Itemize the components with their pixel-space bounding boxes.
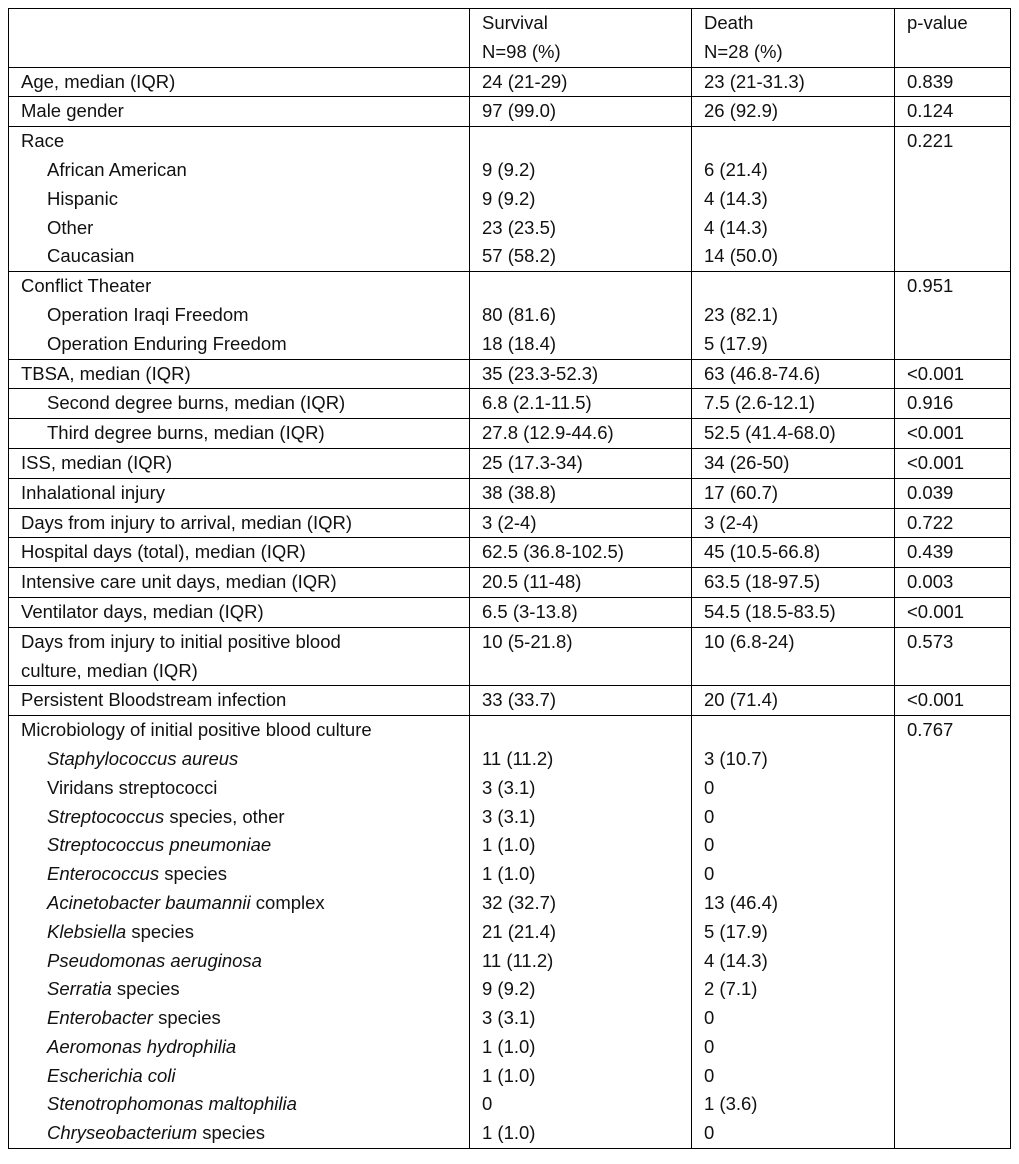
survival-value: 35 (23.3-52.3) (482, 362, 599, 384)
organism-label (21, 860, 469, 889)
death-value: 20 (71.4) (704, 689, 779, 711)
organism-genus: Acinetobacter baumannii (47, 891, 251, 913)
death-value: 0 (704, 1035, 715, 1057)
row-label: TBSA, median (IQR) (21, 362, 191, 384)
table-row-microbiology (9, 716, 1011, 1149)
p-value: <0.001 (907, 689, 965, 711)
table-row (9, 448, 1011, 478)
table-row (9, 597, 1011, 627)
p-value: 0.221 (907, 130, 954, 152)
survival-value: 9 (9.2) (482, 978, 536, 1000)
death-value: 0 (704, 1064, 715, 1086)
death-value: 14 (50.0) (704, 245, 779, 267)
sub-label: Caucasian (47, 245, 135, 267)
header-survival: Survival N=98 (%) (470, 9, 692, 68)
row-label: Hospital days (total), median (IQR) (21, 541, 306, 563)
characteristics-table (8, 8, 1011, 1149)
organism-label (21, 803, 469, 832)
survival-value: 33 (33.7) (482, 689, 557, 711)
death-value: 4 (14.3) (704, 949, 768, 971)
death-value: 54.5 (18.5-83.5) (704, 600, 836, 622)
survival-value: 6.5 (3-13.8) (482, 600, 578, 622)
p-value: 0.839 (907, 70, 954, 92)
organism-qualifier: species (111, 978, 180, 1000)
organism-label (21, 1004, 469, 1033)
sub-label: African American (47, 158, 187, 180)
table-row (9, 568, 1011, 598)
header-death: Death N=28 (%) (692, 9, 895, 68)
survival-value: 3 (2-4) (482, 511, 537, 533)
row-label: Conflict Theater (21, 275, 152, 297)
survival-value: 9 (9.2) (482, 158, 536, 180)
death-value: 17 (60.7) (704, 481, 779, 503)
table-row (9, 97, 1011, 127)
row-label: Persistent Bloodstream infection (21, 689, 287, 711)
survival-value: 62.5 (36.8-102.5) (482, 541, 624, 563)
death-value: 3 (10.7) (704, 747, 768, 769)
death-value: 2 (7.1) (704, 978, 758, 1000)
sub-label: Operation Enduring Freedom (47, 332, 287, 354)
organism-label (21, 831, 469, 860)
organism-genus: Escherichia coli (47, 1064, 176, 1086)
survival-value: 11 (11.2) (482, 747, 554, 769)
survival-value: 18 (18.4) (482, 332, 557, 354)
survival-value: 25 (17.3-34) (482, 451, 583, 473)
p-value: 0.951 (907, 275, 954, 297)
survival-value: 3 (3.1) (482, 776, 536, 798)
death-value: 13 (46.4) (704, 891, 779, 913)
organism-label (21, 975, 469, 1004)
death-value: 34 (26-50) (704, 451, 790, 473)
p-value: 0.439 (907, 541, 954, 563)
p-value: <0.001 (907, 362, 965, 384)
survival-value: 3 (3.1) (482, 805, 536, 827)
organism-qualifier: complex (250, 891, 325, 913)
survival-value: 32 (32.7) (482, 891, 557, 913)
p-value: 0.003 (907, 571, 954, 593)
organism-label (21, 1033, 469, 1062)
table-row-race (9, 127, 1011, 272)
survival-value: 0 (482, 1093, 493, 1115)
survival-value: 1 (1.0) (482, 863, 536, 885)
death-value: 4 (14.3) (704, 216, 768, 238)
p-value: 0.722 (907, 511, 954, 533)
table-row-theater (9, 272, 1011, 359)
death-value: 0 (704, 776, 715, 798)
organism-label (21, 774, 469, 803)
survival-value: 1 (1.0) (482, 1064, 536, 1086)
survival-value: 97 (99.0) (482, 100, 557, 122)
death-value: 6 (21.4) (704, 158, 768, 180)
row-label: Second degree burns, median (IQR) (47, 392, 346, 414)
table-row (9, 478, 1011, 508)
survival-value: 11 (11.2) (482, 949, 554, 971)
organism-label (21, 918, 469, 947)
table-row (9, 419, 1011, 449)
organism-qualifier: species (152, 1007, 221, 1029)
organism-genus: Enterobacter (47, 1007, 153, 1029)
survival-value: 6.8 (2.1-11.5) (482, 392, 592, 414)
death-value: 23 (21-31.3) (704, 70, 805, 92)
table-row (9, 538, 1011, 568)
organism-label (21, 889, 469, 918)
organism-genus: Klebsiella (47, 920, 127, 942)
organism-genus: Pseudomonas aeruginosa (47, 949, 262, 971)
organism-genus: Streptococcus pneumoniae (47, 834, 272, 856)
p-value: 0.767 (907, 719, 954, 741)
survival-value: 3 (3.1) (482, 1007, 536, 1029)
survival-value: 57 (58.2) (482, 245, 557, 267)
death-value: 3 (2-4) (704, 511, 759, 533)
survival-value: 27.8 (12.9-44.6) (482, 422, 614, 444)
organism-genus: Streptococcus (47, 805, 165, 827)
organism-label (21, 947, 469, 976)
death-value: 5 (17.9) (704, 920, 768, 942)
table-row (9, 389, 1011, 419)
survival-value: 1 (1.0) (482, 1122, 536, 1144)
organism-genus: Staphylococcus aureus (47, 747, 239, 769)
row-label: Intensive care unit days, median (IQR) (21, 571, 337, 593)
survival-value: 1 (1.0) (482, 834, 536, 856)
table-row (9, 627, 1011, 686)
p-value: <0.001 (907, 451, 965, 473)
death-value: 63 (46.8-74.6) (704, 362, 821, 384)
death-value: 0 (704, 1122, 715, 1144)
table-row (9, 67, 1011, 97)
survival-value: 20.5 (11-48) (482, 571, 582, 593)
death-value: 5 (17.9) (704, 332, 768, 354)
organism-genus: Chryseobacterium (47, 1122, 198, 1144)
row-label: ISS, median (IQR) (21, 451, 173, 473)
death-value: 0 (704, 863, 715, 885)
p-value: <0.001 (907, 600, 965, 622)
row-label: Race (21, 130, 65, 152)
survival-value: 23 (23.5) (482, 216, 557, 238)
row-label: Ventilator days, median (IQR) (21, 600, 264, 622)
organism-qualifier: species (159, 863, 227, 885)
death-value: 45 (10.5-66.8) (704, 541, 821, 563)
death-value: 26 (92.9) (704, 100, 779, 122)
p-value: 0.124 (907, 100, 954, 122)
row-label: Microbiology of initial positive blood culture (21, 719, 372, 741)
header-pvalue: p-value (895, 9, 1011, 68)
organism-label (21, 1090, 469, 1119)
table-row (9, 508, 1011, 538)
death-value: 10 (6.8-24) (704, 630, 795, 652)
header-row (9, 9, 1011, 68)
death-value: 52.5 (41.4-68.0) (704, 422, 836, 444)
death-value: 4 (14.3) (704, 187, 768, 209)
organism-genus: Enterococcus (47, 863, 160, 885)
survival-value: 1 (1.0) (482, 1035, 536, 1057)
organism-qualifier: species (126, 920, 195, 942)
p-value: <0.001 (907, 422, 965, 444)
row-label: Inhalational injury (21, 481, 165, 503)
organism-qualifier: species, other (164, 805, 285, 827)
organism-qualifier: species (197, 1122, 265, 1144)
organism-genus: Stenotrophomonas maltophilia (47, 1093, 297, 1115)
sub-label: Operation Iraqi Freedom (47, 303, 249, 325)
row-label: Male gender (21, 100, 124, 122)
death-value: 0 (704, 805, 715, 827)
row-label: Third degree burns, median (IQR) (47, 422, 325, 444)
header-blank (9, 9, 470, 68)
survival-value: 9 (9.2) (482, 187, 536, 209)
survival-value: 24 (21-29) (482, 70, 568, 92)
survival-value: 38 (38.8) (482, 481, 557, 503)
organism-genus: Serratia (47, 978, 112, 1000)
death-value: 23 (82.1) (704, 303, 779, 325)
death-value: 7.5 (2.6-12.1) (704, 392, 816, 414)
organism-qualifier: Viridans streptococci (47, 776, 218, 798)
row-label: Days from injury to arrival, median (IQR) (21, 511, 353, 533)
organism-label (21, 1119, 469, 1148)
survival-value: 80 (81.6) (482, 303, 557, 325)
p-value: 0.916 (907, 392, 954, 414)
death-value: 0 (704, 834, 715, 856)
row-label-line2: culture, median (IQR) (21, 659, 198, 681)
table-row (9, 686, 1011, 716)
p-value: 0.039 (907, 481, 954, 503)
sub-label: Hispanic (47, 187, 118, 209)
row-label: Age, median (IQR) (21, 70, 176, 92)
organism-label (21, 745, 469, 774)
death-value: 0 (704, 1007, 715, 1029)
p-value: 0.573 (907, 630, 954, 652)
death-value: 63.5 (18-97.5) (704, 571, 821, 593)
death-value: 1 (3.6) (704, 1093, 758, 1115)
survival-value: 21 (21.4) (482, 920, 557, 942)
row-label-line1: Days from injury to initial positive blood (21, 630, 341, 652)
survival-value: 10 (5-21.8) (482, 630, 573, 652)
organism-label (21, 1062, 469, 1091)
table-row (9, 359, 1011, 389)
sub-label: Other (47, 216, 94, 238)
organism-genus: Aeromonas hydrophilia (47, 1035, 237, 1057)
